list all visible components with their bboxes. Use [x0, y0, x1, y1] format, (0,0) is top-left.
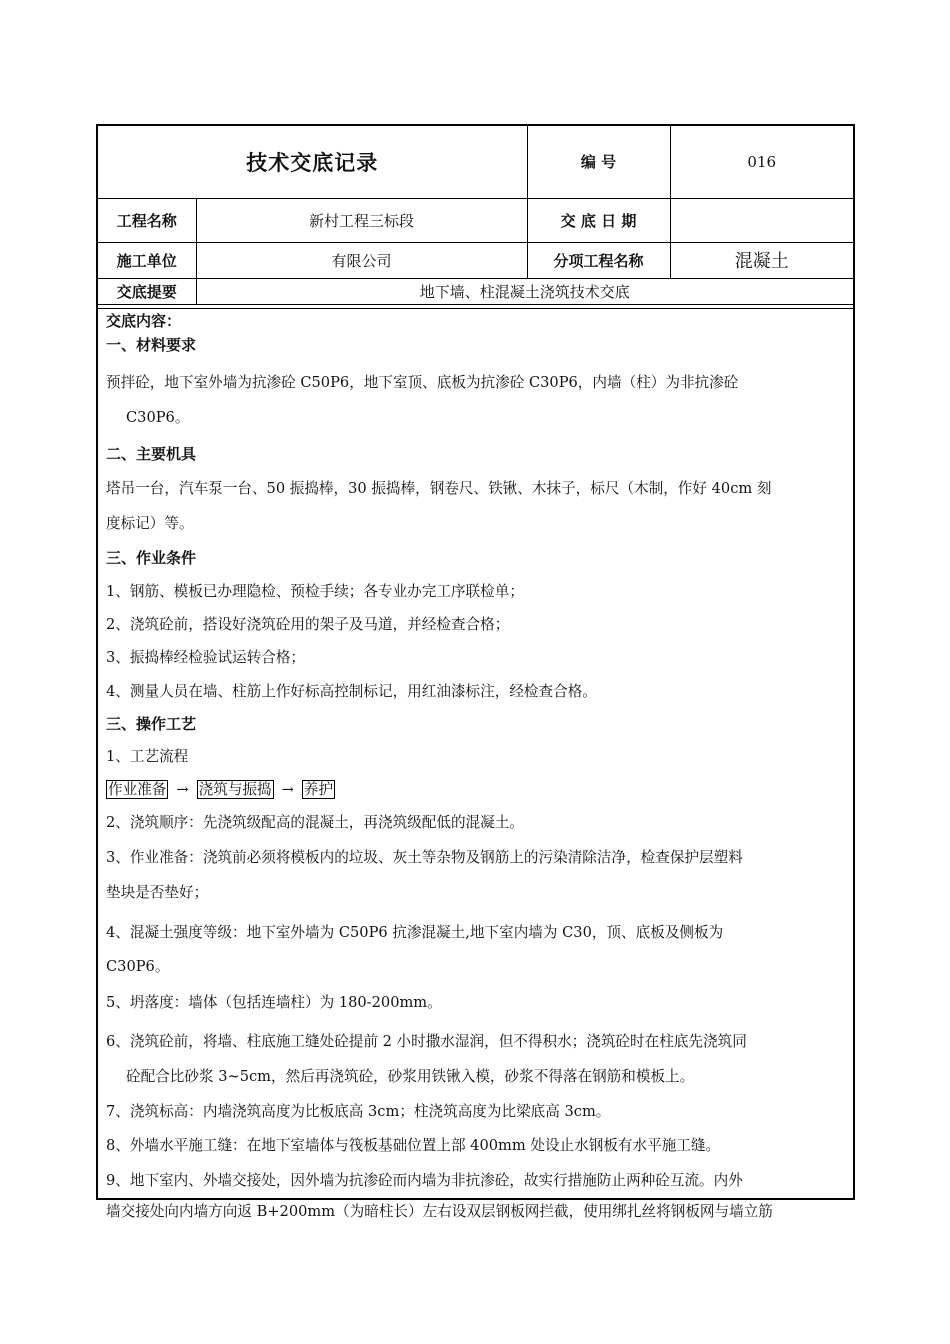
- materials-text-1: 预拌砼，地下室外墙为抗渗砼 C50P6，地下室顶、底板为抗渗砼 C30P6，内墙（柱）为非抗渗砼: [106, 374, 739, 391]
- process-item-4b: C30P6。: [106, 958, 170, 975]
- process-item-6a: 6、浇筑砼前，将墙、柱底施工缝处砼提前 2 小时撒水湿润，但不得积水；浇筑砼时在柱底先浇筑同: [106, 1033, 747, 1050]
- process-item-6b: 砼配合比砂浆 3~5cm，然后再浇筑砼，砂浆用铁锹入模，砂浆不得落在钢筋和模板上。: [126, 1068, 695, 1085]
- section-tools-title: 二、主要机具: [106, 445, 197, 463]
- disclosure-content: [98, 308, 853, 1220]
- flow-arrow-icon: →: [281, 781, 294, 798]
- process-item-4a: 4、混凝土强度等级：地下室外墙为 C50P6 抗渗混凝土,地下室内墙为 C30，顶、底板及侧板为: [106, 924, 724, 941]
- project-name-label: 工程名称: [98, 198, 196, 242]
- date-label: 交 底 日 期: [527, 198, 670, 242]
- process-item-9a: 9、地下室内、外墙交接处，因外墙为抗渗砼而内墙为非抗渗砼，故实行措施防止两种砼互流。内外: [106, 1172, 743, 1189]
- construction-unit-value: 有限公司: [196, 242, 527, 278]
- flow-step-pour: 浇筑与振捣: [198, 781, 272, 798]
- process-item-2: 2、浇筑顺序：先浇筑级配高的混凝土，再浇筑级配低的混凝土。: [106, 814, 524, 831]
- conditions-item-1: 1、钢筋、模板已办理隐检、预检手续；各专业办完工序联检单；: [106, 583, 524, 600]
- flow-step-prepare: 作业准备: [108, 781, 167, 798]
- document-title: 技术交底记录: [98, 126, 527, 198]
- tools-text-2: 度标记）等。: [106, 515, 194, 532]
- flow-arrow-icon: →: [176, 781, 189, 798]
- number-label: 编 号: [527, 126, 670, 198]
- record-sheet: [96, 124, 855, 1220]
- section-conditions-title: 三、作业条件: [106, 549, 197, 567]
- sub-project-value: 混凝土: [670, 242, 853, 278]
- conditions-item-4: 4、测量人员在墙、柱筋上作好标高控制标记，用红油漆标注，经检查合格。: [106, 683, 597, 700]
- conditions-item-2: 2、浇筑砼前，搭设好浇筑砼用的架子及马道，并经检查合格；: [106, 616, 510, 633]
- process-item-7: 7、浇筑标高：内墙浇筑高度为比板底高 3cm；柱浇筑高度为比梁底高 3cm。: [106, 1103, 611, 1120]
- process-item-3a: 3、作业准备：浇筑前必须将模板内的垃圾、灰土等杂物及钢筋上的污染清除洁净，检查保护层塑料: [106, 849, 743, 866]
- process-flow: [106, 773, 847, 806]
- date-value: [670, 198, 853, 242]
- project-name-value: 新村工程三标段: [196, 198, 527, 242]
- header-table: [98, 126, 853, 305]
- process-item-5: 5、坍落度：墙体（包括连墙柱）为 180-200mm。: [106, 994, 442, 1011]
- content-intro: 交底内容：: [106, 312, 182, 330]
- conditions-item-3: 3、振捣棒经检验试运转合格；: [106, 649, 306, 666]
- flow-step-cure: 养护: [303, 781, 334, 798]
- section-materials-title: 一、材料要求: [106, 336, 197, 354]
- sub-project-label: 分项工程名称: [527, 242, 670, 278]
- summary-label: 交底提要: [98, 278, 196, 304]
- construction-unit-label: 施工单位: [98, 242, 196, 278]
- tools-text-1: 塔吊一台，汽车泵一台、50 振捣棒，30 振捣棒，钢卷尺、铁锹、木抹子，标尺（木制，作好 40cm 刻: [106, 480, 772, 497]
- process-item-3b: 垫块是否垫好；: [106, 884, 209, 901]
- materials-text-2: C30P6。: [126, 409, 190, 426]
- process-item-9b: 墙交接处向内墙方向返 B+200mm（为暗柱长）左右设双层钢板网拦截，使用绑扎丝将钢板网与墙立筋: [106, 1203, 773, 1220]
- process-item-1: 1、工艺流程: [106, 748, 189, 765]
- process-item-8: 8、外墙水平施工缝：在地下室墙体与筏板基础位置上部 400mm 处设止水钢板有水平施工缝。: [106, 1137, 721, 1154]
- summary-value: 地下墙、柱混凝土浇筑技术交底: [196, 278, 853, 304]
- section-process-title: 三、操作工艺: [106, 715, 197, 733]
- number-value: 016: [670, 126, 853, 198]
